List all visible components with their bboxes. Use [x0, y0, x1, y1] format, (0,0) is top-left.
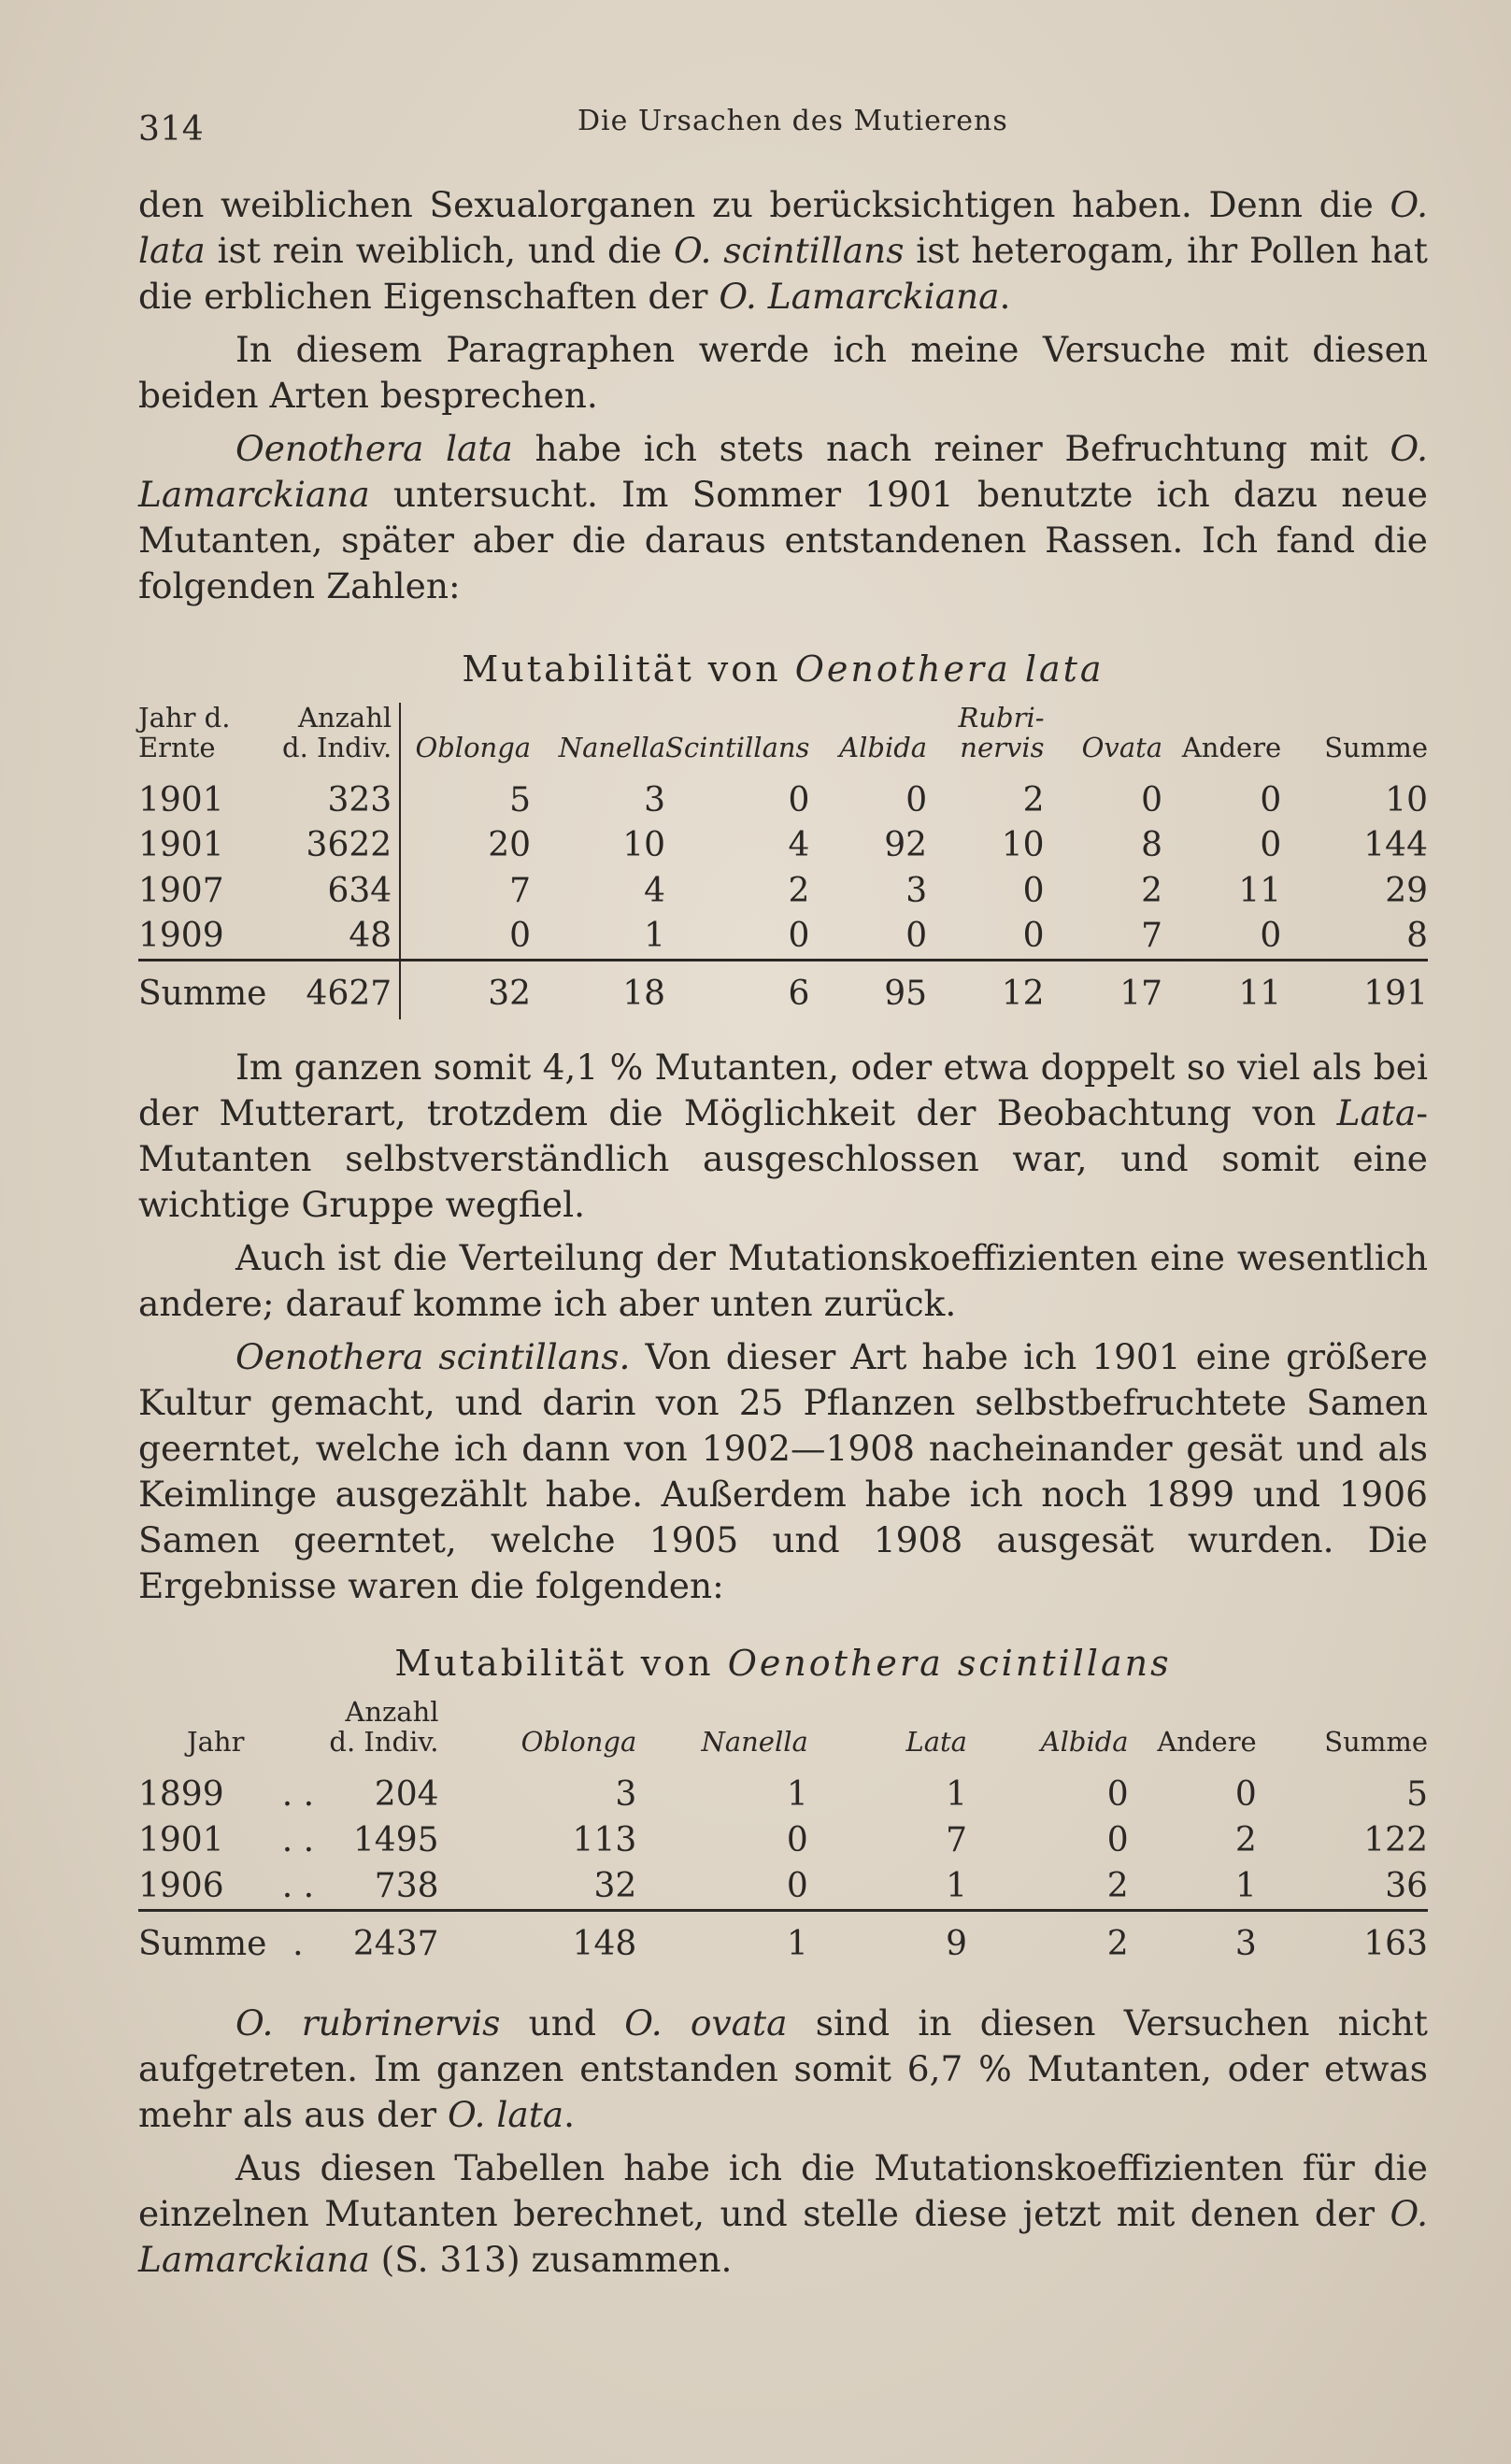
- text-block-top: [138, 182, 1428, 609]
- col-header-nanella: Nanella: [558, 732, 666, 763]
- table1-caption: Mutabilität von Oenothera lata: [462, 648, 1105, 690]
- table-row: 1899 . . 204 3 1 1 0 0 5: [138, 1775, 1428, 1814]
- table-row: 1906 . . 738 32 0 1 2 1 36: [138, 1867, 1428, 1905]
- col-header-anzahl: Anzahl d. Indiv.: [266, 703, 400, 777]
- table-row: 1901 323 5 3 0 0 2 0 0 10: [138, 777, 1428, 823]
- table-sum-row: Summe 4627 32 18 6 95 12 17 11 191: [138, 961, 1428, 1020]
- col-header-scintillans: Scintillans: [665, 732, 810, 763]
- table2-caption: Mutabilität von Oenothera scintillans: [394, 1643, 1172, 1684]
- col-header-ovata: Ovata: [1081, 732, 1163, 763]
- col-header-andere: Andere: [1157, 1726, 1257, 1758]
- paragraph-coefficients: Aus diesen Tabellen habe ich die Mutationskoeffizienten für die einzelnen Mutanten berechnet, und stelle diese jetzt mit denen der O. Lamarckiana (S. 313) zusammen.: [138, 2147, 1428, 2280]
- col-header-oblonga: Oblonga: [520, 1726, 637, 1758]
- col-header-anzahl: Anzahl d. Indiv.: [329, 1696, 439, 1758]
- col-header-oblonga: Oblonga: [415, 732, 532, 763]
- table-row: 1901 3622 20 10 4 92 10 8 0 144: [138, 823, 1428, 869]
- table-row: 1907 634 7 4 2 3 0 2 11 29: [138, 868, 1428, 914]
- col-header-lata: Lata: [905, 1726, 967, 1758]
- running-title: Die Ursachen des Mutierens: [577, 105, 1008, 137]
- col-header-summe: Summe: [1324, 732, 1428, 763]
- col-header-nanella: Nanella: [701, 1726, 808, 1758]
- page-header: [138, 101, 1428, 148]
- table-lata: [138, 703, 1428, 1019]
- paragraph-lata: Oenothera lata habe ich stets nach reiner Befruchtung mit O. Lamarckiana untersucht. Im Sommer 1901 benutzte ich dazu neue Mutanten, später aber die daraus entstandenen Rassen. Ich fand die folgenden Zahlen:: [138, 428, 1428, 606]
- page-number: 314: [138, 110, 205, 149]
- paragraph-distribution: Auch ist die Verteilung der Mutationskoeffizienten eine wesentlich andere; darauf komme ich aber unten zurück.: [138, 1237, 1428, 1324]
- col-header-jahr: Jahr d. Ernte: [138, 702, 231, 763]
- col-header-rubrinervis: Rubri- nervis: [958, 702, 1045, 763]
- table-scintillans: [138, 1697, 1428, 1970]
- text-block-middle: [138, 1045, 1428, 1609]
- col-header-summe: Summe: [1324, 1726, 1428, 1758]
- paragraph-continued: den weiblichen Sexualorganen zu berücksichtigen haben. Denn die O. lata ist rein weiblich, und die O. scintillans ist heterogam, ihr Pollen hat die erblichen Eigenschaften der O. Lamarckiana.: [138, 184, 1429, 317]
- table-sum-row: Summe . 2437 148 1 9 2 3 163: [138, 1911, 1428, 1971]
- col-header-albida: Albida: [1040, 1726, 1129, 1758]
- paragraph-result-scintillans: O. rubrinervis und O. ovata sind in diesen Versuchen nicht aufgetreten. Im ganzen entstanden somit 6,7 % Mutanten, oder etwas mehr als aus der O. lata.: [138, 2002, 1428, 2135]
- table-row: 1901 . . 1495 113 0 7 0 2 122: [138, 1821, 1428, 1859]
- paragraph-intro: In diesem Paragraphen werde ich meine Versuche mit diesen beiden Arten besprechen.: [138, 329, 1428, 416]
- table-header-row: [138, 1697, 1428, 1772]
- table-header-row: [138, 703, 1428, 777]
- table-row: 1909 48 0 1 0 0 0 7 0 8: [138, 914, 1428, 961]
- col-header-jahr: Jahr: [187, 1726, 245, 1758]
- paragraph-result-lata: Im ganzen somit 4,1 % Mutanten, oder etwa doppelt so viel als bei der Mutterart, trotzdem die Möglichkeit der Beobachtung von Lata-Mutanten selbstverständlich ausgeschlossen war, und somit eine wichtige Gruppe wegfiel.: [138, 1047, 1428, 1225]
- col-header-albida: Albida: [839, 732, 928, 763]
- paragraph-scintillans: Oenothera scintillans. Von dieser Art habe ich 1901 eine größere Kultur gemacht, und darin von 25 Pflanzen selbstbefruchtete Samen geerntet, welche ich dann von 1902—1908 nacheinander gesät und als Keimlinge ausgezählt habe. Außerdem habe ich noch 1899 und 1906 Samen geerntet, welche 1905 und 1908 ausgesät wurden. Die Ergebnisse waren die folgenden:: [138, 1336, 1428, 1606]
- text-block-bottom: [138, 2001, 1428, 2283]
- col-header-andere: Andere: [1181, 732, 1282, 763]
